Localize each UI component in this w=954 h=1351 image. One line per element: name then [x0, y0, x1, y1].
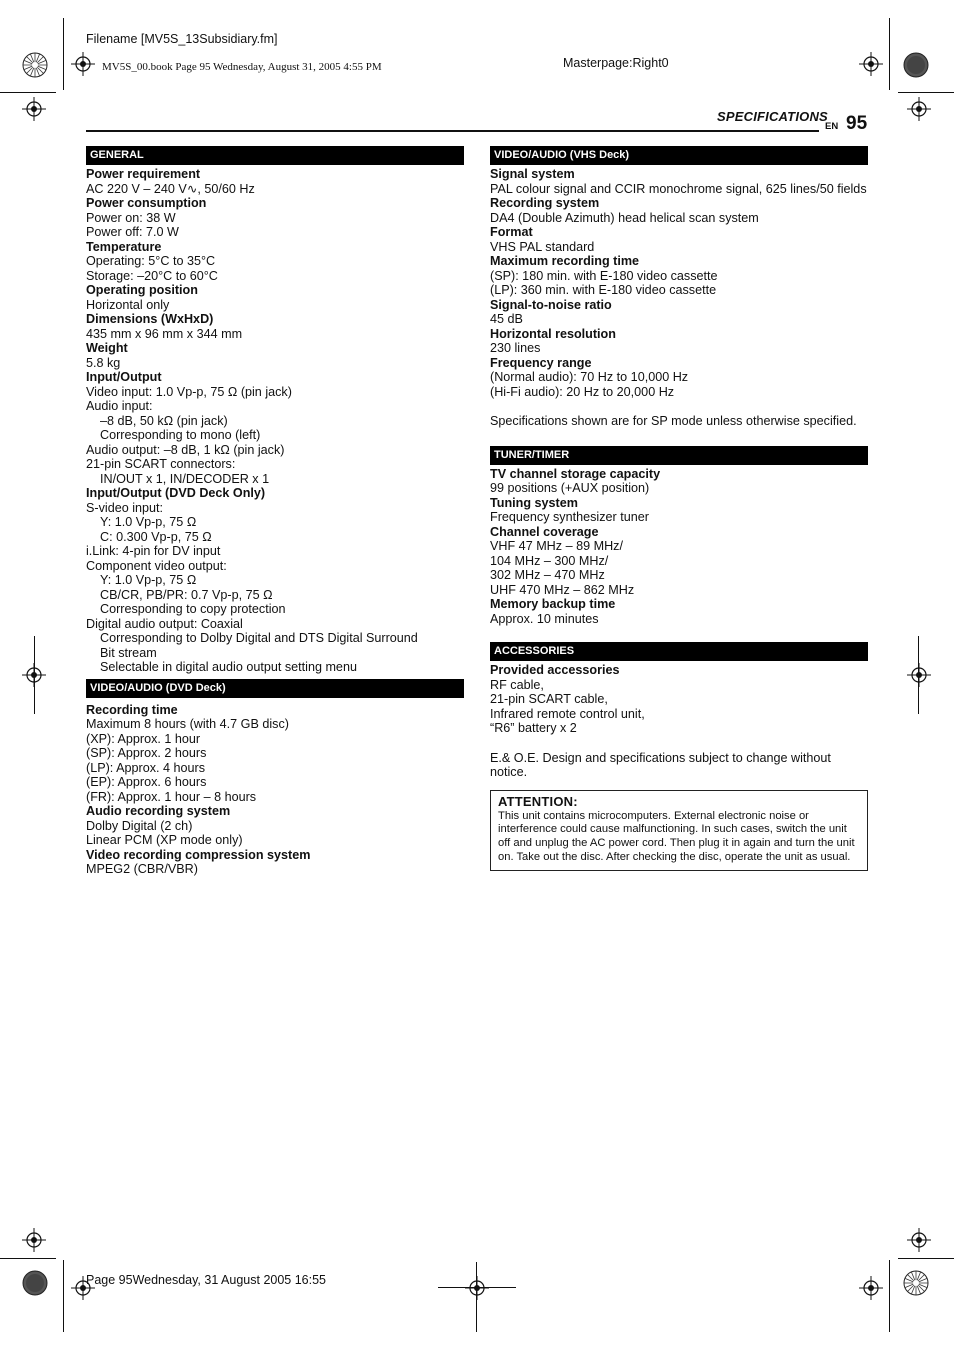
spec-value: (XP): Approx. 1 hour — [86, 731, 201, 746]
spec-value: E.& O.E. Design and specifications subject to change without notice. — [490, 750, 831, 779]
spec-value: 104 MHz – 300 MHz/ — [490, 553, 609, 568]
spec-value: Infrared remote control unit, — [490, 706, 645, 721]
language-label: EN — [825, 121, 839, 132]
spacer — [490, 626, 868, 642]
right-column — [490, 146, 868, 871]
section-heading: TUNER/TIMER — [490, 446, 868, 465]
spec-value: Maximum 8 hours (with 4.7 GB disc) — [86, 717, 289, 731]
spec-value: VHF 47 MHz – 89 MHz/ — [490, 539, 623, 553]
registration-mark-icon — [465, 1276, 489, 1300]
section-heading: VIDEO/AUDIO (DVD Deck) — [86, 679, 464, 698]
left-column — [86, 146, 464, 877]
spec-value: AC 220 V – 240 V∿, 50/60 Hz — [86, 181, 255, 196]
spec-value: (SP): Approx. 2 hours — [86, 746, 207, 760]
filename-label: Filename [MV5S_13Subsidiary.fm] — [86, 32, 278, 46]
spec-value: Power on: 38 W — [86, 210, 176, 225]
spec-value: Component video output: — [86, 558, 227, 573]
section-general — [86, 146, 464, 675]
spec-value: (LP): Approx. 4 hours — [86, 760, 206, 775]
spec-value: Operating: 5°C to 35°C — [86, 254, 216, 268]
registration-mark-icon — [22, 97, 46, 121]
spec-value: DA4 (Double Azimuth) head helical scan system — [490, 210, 759, 225]
spec-label: Tuning system — [490, 495, 578, 510]
book-info-label: MV5S_00.book Page 95 Wednesday, August 31, 2005 4:55 PM — [102, 61, 382, 73]
spec-label: Recording time — [86, 702, 178, 717]
registration-mark-icon — [907, 1228, 931, 1252]
spec-value: “R6” battery x 2 — [490, 721, 577, 735]
section-heading: GENERAL — [86, 146, 464, 165]
spec-value: 45 dB — [490, 312, 523, 326]
spec-label: Input/Output — [86, 370, 162, 384]
section-video-audio-vhs — [490, 146, 868, 429]
spec-value: Horizontal only — [86, 297, 170, 312]
spec-label: Audio recording system — [86, 804, 231, 818]
spec-label: Operating position — [86, 283, 198, 297]
spec-value: Y: 1.0 Vp-p, 75 Ω — [100, 515, 197, 529]
spec-label: Weight — [86, 341, 128, 355]
section-accessories — [490, 642, 868, 780]
registration-mark-icon — [22, 1228, 46, 1252]
spec-value: 21-pin SCART connectors: — [86, 457, 236, 471]
registration-mark-icon — [907, 663, 931, 687]
crop-mark — [63, 1260, 64, 1332]
spec-label: Memory backup time — [490, 597, 616, 611]
spec-value: Digital audio output: Coaxial — [86, 616, 243, 631]
spec-value: MPEG2 (CBR/VBR) — [86, 862, 198, 876]
spec-value: UHF 470 MHz – 862 MHz — [490, 582, 635, 597]
spec-value: Video input: 1.0 Vp-p, 75 Ω (pin jack) — [86, 384, 292, 399]
rows-general — [86, 167, 464, 675]
registration-mark-icon — [907, 97, 931, 121]
spec-label: Format — [490, 225, 533, 239]
attention-body: This unit contains microcomputers. External electronic noise or interference could cause malfunctioning. In such cases, switch the unit off and unplug the AC power cord. Then plug it in again and turn the unit on. Take out the disc. After checking the disc, operate the unit as usual. — [498, 809, 855, 863]
registration-mark-icon — [22, 663, 46, 687]
spec-value: Frequency synthesizer tuner — [490, 510, 649, 524]
spec-value: PAL colour signal and CCIR monochrome signal, 625 lines/50 fields — [490, 181, 867, 196]
crop-mark — [63, 18, 64, 90]
masterpage-label: Masterpage:Right0 — [563, 56, 669, 70]
page-number: 95 — [846, 113, 868, 134]
section-heading: ACCESSORIES — [490, 642, 868, 661]
spec-value: Corresponding to copy protection — [100, 602, 286, 616]
spec-value: IN/OUT x 1, IN/DECODER x 1 — [100, 471, 270, 486]
spacer — [490, 429, 868, 446]
spec-value: –8 dB, 50 kΩ (pin jack) — [100, 413, 228, 428]
spec-value: Storage: –20°C to 60°C — [86, 268, 218, 283]
spec-value: 5.8 kg — [86, 355, 121, 370]
spec-label: Video recording compression system — [86, 847, 311, 862]
rows-video-audio-dvd — [86, 703, 464, 877]
spec-value: Selectable in digital audio output setting menu — [100, 660, 357, 674]
spec-value: (LP): 360 min. with E-180 video cassette — [490, 283, 717, 297]
spec-value: CB/CR, PB/PR: 0.7 Vp-p, 75 Ω — [100, 587, 273, 602]
spec-label: TV channel storage capacity — [490, 466, 661, 481]
header-rule — [86, 130, 819, 132]
spec-value: Bit stream — [100, 645, 157, 660]
spec-label: Power requirement — [86, 167, 201, 181]
spec-value: Dolby Digital (2 ch) — [86, 818, 193, 833]
rows-video-audio-vhs — [490, 167, 868, 429]
spec-label: Dimensions (WxHxD) — [86, 312, 214, 326]
spec-value: (SP): 180 min. with E-180 video cassette — [490, 268, 718, 283]
spec-value: 99 positions (+AUX position) — [490, 481, 650, 495]
registration-mark-icon — [859, 52, 883, 76]
spec-value: Corresponding to Dolby Digital and DTS Digital Surround — [100, 631, 418, 645]
registration-mark-icon — [71, 52, 95, 76]
registration-mark-icon — [859, 1276, 883, 1300]
rows-accessories — [490, 663, 868, 780]
attention-box — [490, 790, 868, 871]
starburst-mark-icon — [903, 52, 929, 78]
spec-value: Y: 1.0 Vp-p, 75 Ω — [100, 573, 197, 587]
starburst-mark-icon — [903, 1270, 929, 1296]
spec-value: Specifications shown are for SP mode unless otherwise specified. — [490, 414, 857, 428]
crop-mark — [0, 92, 56, 93]
crop-mark — [889, 1260, 890, 1332]
spec-value: (FR): Approx. 1 hour – 8 hours — [86, 789, 257, 804]
spec-value: Audio output: –8 dB, 1 kΩ (pin jack) — [86, 442, 285, 457]
spec-value: 435 mm x 96 mm x 344 mm — [86, 326, 243, 341]
spec-value: RF cable, — [490, 677, 544, 692]
spec-value: VHS PAL standard — [490, 239, 595, 254]
spec-label: Horizontal resolution — [490, 326, 616, 341]
section-heading: VIDEO/AUDIO (VHS Deck) — [490, 146, 868, 165]
spec-value: C: 0.300 Vp-p, 75 Ω — [100, 529, 212, 544]
spec-label: Channel coverage — [490, 524, 599, 539]
spec-label: Input/Output (DVD Deck Only) — [86, 486, 266, 500]
crop-mark — [898, 1258, 954, 1259]
spec-value: (EP): Approx. 6 hours — [86, 775, 207, 789]
spec-value: i.Link: 4-pin for DV input — [86, 544, 221, 558]
spec-label: Frequency range — [490, 355, 592, 370]
spec-label: Power consumption — [86, 196, 207, 210]
spec-value: S-video input: — [86, 500, 164, 515]
section-video-audio-dvd — [86, 679, 464, 877]
starburst-mark-icon — [22, 1270, 48, 1296]
spec-label: Maximum recording time — [490, 254, 640, 268]
spec-value: Linear PCM (XP mode only) — [86, 833, 243, 847]
spec-label: Recording system — [490, 196, 600, 210]
rows-tuner-timer — [490, 467, 868, 627]
spec-label: Signal system — [490, 167, 575, 181]
crop-mark — [0, 1258, 56, 1259]
spec-value: (Normal audio): 70 Hz to 10,000 Hz — [490, 370, 689, 384]
spec-value: 302 MHz – 470 MHz — [490, 568, 605, 582]
spec-value: Approx. 10 minutes — [490, 611, 599, 626]
spec-value: (Hi-Fi audio): 20 Hz to 20,000 Hz — [490, 384, 675, 399]
attention-title: ATTENTION: — [498, 793, 578, 809]
spec-label: Provided accessories — [490, 663, 620, 677]
spec-value: 21-pin SCART cable, — [490, 692, 608, 706]
crop-mark — [889, 18, 890, 90]
spacer — [490, 736, 868, 751]
spec-value: Audio input: — [86, 399, 153, 413]
spec-label: Signal-to-noise ratio — [490, 297, 612, 312]
spacer — [490, 399, 868, 414]
spec-value: Corresponding to mono (left) — [100, 428, 261, 442]
crop-mark — [898, 92, 954, 93]
spec-value: 230 lines — [490, 341, 541, 355]
spec-value: Power off: 7.0 W — [86, 225, 179, 239]
footer-print-label: Page 95Wednesday, 31 August 2005 16:55 — [86, 1273, 327, 1287]
section-tuner-timer — [490, 446, 868, 627]
spec-label: Temperature — [86, 239, 162, 254]
starburst-mark-icon — [22, 52, 48, 78]
page-title: SPECIFICATIONS — [717, 109, 828, 124]
